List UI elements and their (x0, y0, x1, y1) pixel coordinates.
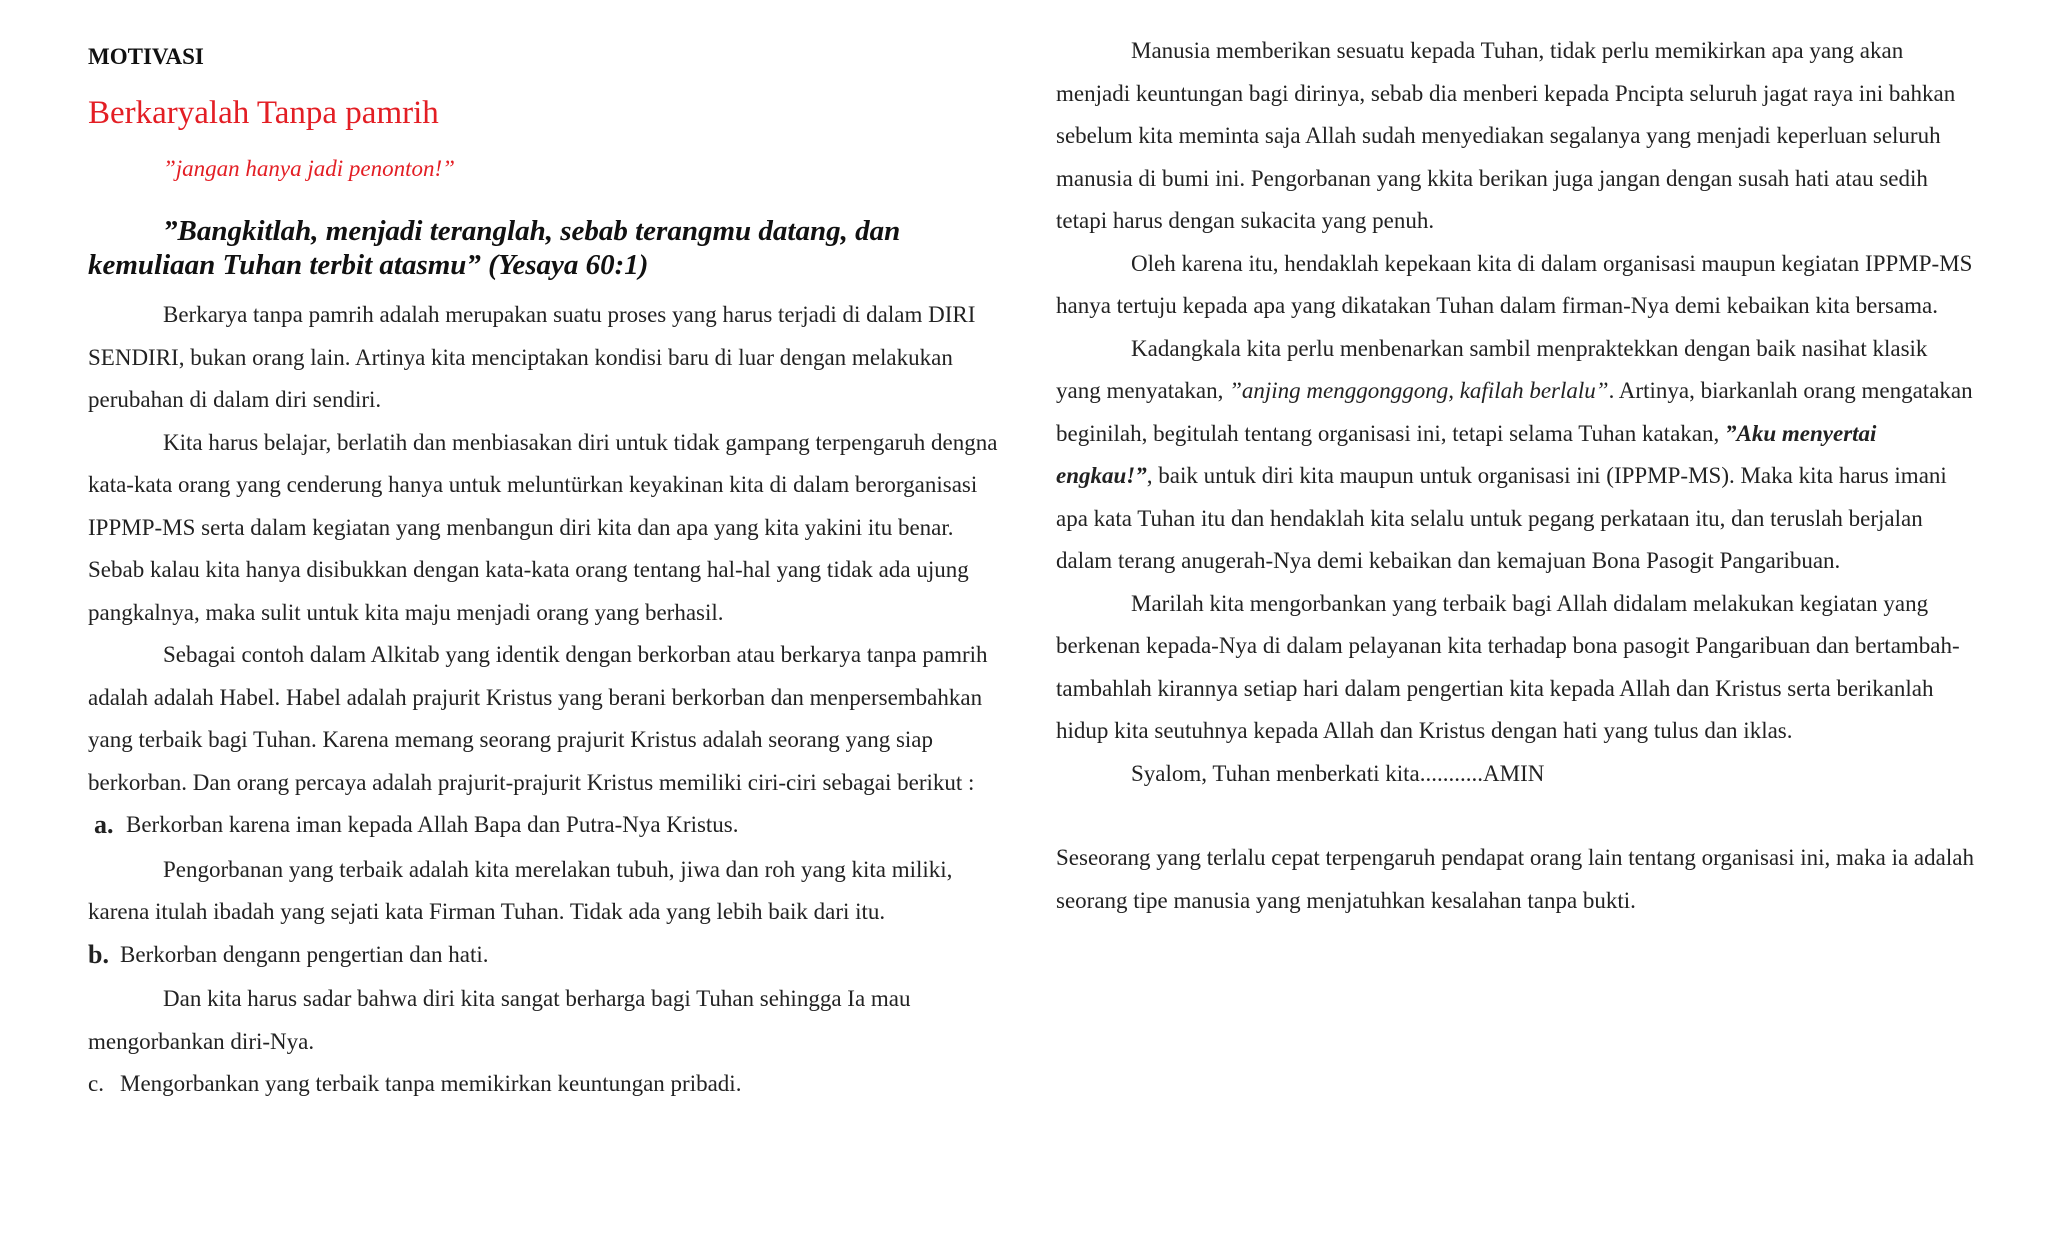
paragraph: Pengorbanan yang terbaik adalah kita merelakan tubuh, jiwa dan roh yang kita miliki, karena itulah ibadah yang sejati kata Firman Tuhan. Tidak ada yang lebih baik dari itu. (88, 856, 953, 924)
paragraph: Dan kita harus sadar bahwa diri kita sangat berharga bagi Tuhan sehingga Ia mau mengorbankan diri-Nya. (88, 986, 911, 1054)
bible-verse: ”Bangkitlah, menjadi teranglah, sebab terangmu datang, dan kemuliaan Tuhan terbit atasmu” (Yesaya 60:1) (88, 215, 901, 281)
list-item-text: Mengorbankan yang terbaik tanpa memikirkan keuntungan pribadi. (120, 1071, 742, 1096)
paragraph-with-quotes (1056, 328, 1976, 583)
list-marker: a. (94, 810, 114, 839)
paragraph: Manusia memberikan sesuatu kepada Tuhan, tidak perlu memikirkan apa yang akan menjadi keuntungan bagi dirinya, sebab dia menberi kepada Pncipta seluruh jagat raya ini bahkan sebelum kita meminta saja Allah sudah menyediakan segalanya yang menjadi keperluan seluruh manusia di bumi ini. Pengorbanan yang kkita berikan juga jangan dengan susah hati atau sedih tetapi harus dengan sukacita yang penuh. (1056, 38, 1956, 233)
spacer (1056, 795, 1976, 837)
text-run: Kadangkala kita perlu menbenarkan sambil menpraktekkan dengan baik nasihat klasik yang menyatakan, (1056, 335, 1928, 403)
left-column (88, 30, 998, 1108)
list-item-text: Berkorban dengann pengertian dan hati. (120, 941, 489, 967)
closing-line: Syalom, Tuhan menberkati kita...........AMIN (1131, 760, 1545, 786)
article-title: Berkaryalah Tanpa pamrih (88, 95, 439, 131)
list-marker: b. (88, 939, 109, 969)
bold-italic-quote: ”Aku menyertai engkau!” (1056, 420, 1877, 488)
text-run: , baik untuk diri kita maupun untuk organisasi ini (IPPMP-MS). Maka kita harus imani apa kata Tuhan itu dan hendaklah kita selalu untuk pegang perkataan itu, dan teruslah berjalan dalam terang anugerah-Nya demi kebaikan dan kemajuan Bona Pasogit Pangaribuan. (1056, 463, 1947, 573)
paragraph: Oleh karena itu, hendaklah kepekaan kita di dalam organisasi maupun kegiatan IPPMP-MS hanya tertuju kepada apa yang dikatakan Tuhan dalam firman-Nya demi kebaikan kita bersama. (1056, 250, 1973, 318)
list-item-text: Berkorban karena iman kepada Allah Bapa dan Putra-Nya Kristus. (126, 812, 739, 837)
closing-note: Seseorang yang terlalu cepat terpengaruh pendapat orang lain tentang organisasi ini, maka ia adalah seorang tipe manusia yang menjatuhkan kesalahan tanpa bukti. (1056, 845, 1974, 913)
section-label: MOTIVASI (88, 44, 204, 69)
list-item-c (88, 1063, 998, 1106)
right-column (1056, 30, 1976, 922)
paragraph: Sebagai contoh dalam Alkitab yang identik dengan berkorban atau berkarya tanpa pamrih adalah adalah Habel. Habel adalah prajurit Kristus yang berani berkorban dan menpersembahkan yang terbaik bagi Tuhan. Karena memang seorang prajurit Kristus adalah seorang yang siap berkorban. Dan orang percaya adalah prajurit-prajurit Kristus memiliki ciri-ciri sebagai berikut : (88, 642, 988, 795)
paragraph: Kita harus belajar, berlatih dan menbiasakan diri untuk tidak gampang terpengaruh dengna kata-kata orang yang cenderung hanya untuk meluntürkan keyakinan kita di dalam berorganisasi IPPMP-MS serta dalam kegiatan yang menbangun diri kita dan apa yang kita yakini itu benar. Sebab kalau kita hanya disibukkan dengan kata-kata orang tentang hal-hal yang tidak ada ujung pangkalnya, maka sulit untuk kita maju menjadi orang yang berhasil. (88, 429, 998, 625)
list-item-a (94, 804, 998, 847)
article-subtitle: ”jangan hanya jadi penonton!” (163, 156, 455, 181)
list-marker: c. (88, 1071, 104, 1096)
paragraph: Berkarya tanpa pamrih adalah merupakan suatu proses yang harus terjadi di dalam DIRI SENDIRI, bukan orang lain. Artinya kita menciptakan kondisi baru di luar dengan melakukan perubahan di dalam diri sendiri. (88, 302, 976, 412)
text-run: . Artinya, biarkanlah orang mengatakan beginilah, begitulah tentang organisasi ini, tetapi selama Tuhan katakan, (1056, 378, 1973, 446)
paragraph: Marilah kita mengorbankan yang terbaik bagi Allah didalam melakukan kegiatan yang berkenan kepada-Nya di dalam pelayanan kita terhadap bona pasogit Pangaribuan dan bertambah-tambahlah kirannya setiap hari dalam pengertian kita kepada Allah dan Kristus serta berikanlah hidup kita seutuhnya kepada Allah dan Kristus dengan hati yang tulus dan iklas. (1056, 590, 1960, 743)
list-item-b (88, 934, 998, 977)
italic-quote: ”anjing menggonggong, kafilah berlalu” (1229, 378, 1609, 403)
